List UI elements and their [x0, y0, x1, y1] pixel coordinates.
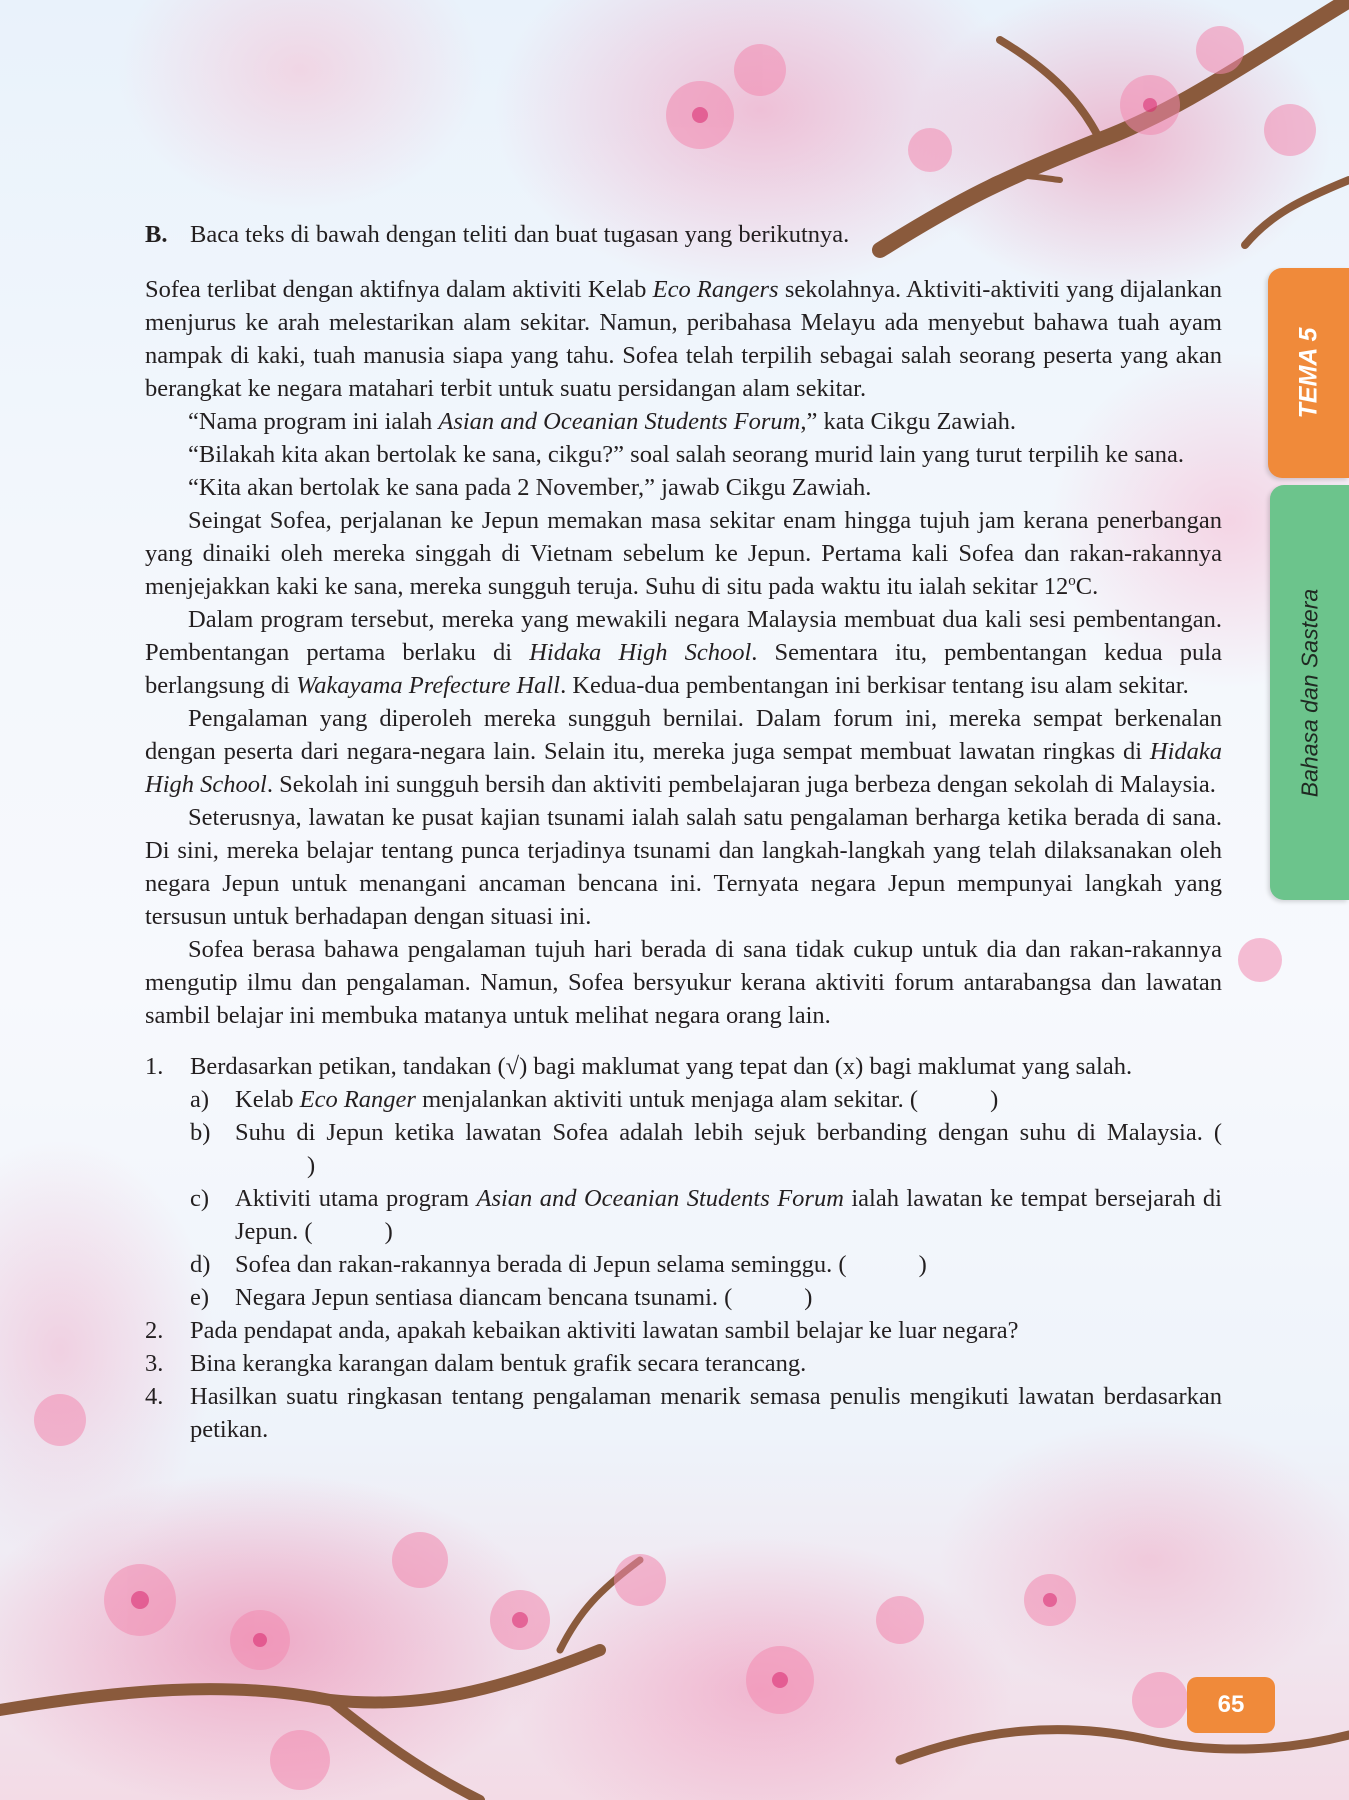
question-text: Bina kerangka karangan dalam bentuk grafik secara terancang.	[190, 1350, 807, 1377]
sub-question-letter: d)	[190, 1251, 211, 1278]
passage-paragraph	[145, 471, 1222, 504]
text-run: menjalankan aktiviti untuk menjaga alam sekitar. (	[415, 1086, 919, 1113]
text-run: C.	[1075, 573, 1099, 600]
text-run: . Kedua-dua pembentangan ini berkisar tentang isu alam sekitar.	[560, 672, 1189, 699]
text-run: . Sekolah ini sungguh bersih dan aktiviti pembelajaran juga berbeza dengan sekolah di Malaysia.	[266, 771, 1216, 798]
text-run: Sofea berasa bahawa pengalaman tujuh hari berada di sana tidak cukup untuk dia dan rakan-rakannya mengutip ilmu dan pengalaman. Namun, Sofea bersyukur kerana aktiviti forum antarabangsa dan lawatan sambil belajar ini membuka matanya untuk melihat negara orang lain.	[145, 936, 1222, 1029]
passage-paragraph	[145, 933, 1222, 1032]
italic-term: Hidaka High School	[529, 639, 752, 666]
question-text: Pada pendapat anda, apakah kebaikan aktiviti lawatan sambil belajar ke luar negara?	[190, 1317, 1019, 1344]
degree-mark: o	[1068, 573, 1076, 589]
sub-question-text	[235, 1182, 1222, 1248]
sub-question-text	[235, 1281, 1222, 1314]
text-run: Sofea terlibat dengan aktifnya dalam aktiviti Kelab	[145, 276, 653, 303]
text-run: ,” kata Cikgu Zawiah.	[800, 408, 1017, 435]
theme-tab	[1268, 268, 1349, 478]
reading-passage	[145, 273, 1222, 1032]
text-run: “Kita akan bertolak ke sana pada 2 November,” jawab Cikgu Zawiah.	[188, 474, 872, 501]
text-run: sekolahnya. Aktiviti-aktiviti yang dijalankan menjurus ke arah melestarikan alam sekitar. Namun, peribahasa Melayu ada menyebut bahawa tuah ayam nampak di kaki, tuah manusia siapa yang tahu. Sofea telah terpilih sebagai salah seorang peserta yang akan berangkat ke negara matahari terbit untuk suatu persidangan alam sekitar.	[145, 276, 1222, 402]
question-item	[145, 1314, 1222, 1347]
italic-term: Eco Rangers	[652, 276, 779, 303]
text-run: Aktiviti utama program	[235, 1185, 477, 1212]
text-run: )	[918, 1251, 927, 1278]
text-run: )	[990, 1086, 999, 1113]
sub-question-item	[190, 1248, 1222, 1281]
italic-term: Wakayama Prefecture Hall	[296, 672, 561, 699]
text-run: Suhu di Jepun ketika lawatan Sofea adalah lebih sejuk berbanding dengan suhu di Malaysia. (	[235, 1119, 1222, 1146]
question-text: Hasilkan suatu ringkasan tentang pengalaman menarik semasa penulis mengikuti lawatan berdasarkan petikan.	[190, 1383, 1222, 1443]
question-number: 2.	[145, 1317, 164, 1344]
sub-question-item	[190, 1116, 1222, 1182]
text-run: Kelab	[235, 1086, 300, 1113]
passage-paragraph	[145, 405, 1222, 438]
question-item	[145, 1050, 1222, 1083]
instruction-text: Baca teks di bawah dengan teliti dan buat tugasan yang berikutnya.	[190, 221, 850, 248]
question-list	[145, 1050, 1222, 1446]
text-run: Sofea dan rakan-rakannya berada di Jepun selama seminggu. (	[235, 1251, 847, 1278]
sub-question-letter: c)	[190, 1185, 210, 1212]
text-run: “Nama program ini ialah	[188, 408, 439, 435]
theme-tab-label: TEMA 5	[1294, 327, 1322, 419]
sub-question-item	[190, 1281, 1222, 1314]
italic-term: Eco Ranger	[299, 1086, 416, 1113]
italic-term: Hidaka High School	[145, 738, 1222, 798]
text-run: Seterusnya, lawatan ke pusat kajian tsunami ialah salah satu pengalaman berharga ketika berada di sana. Di sini, mereka belajar tentang punca terjadinya tsunami dan langkah-langkah yang telah dilaksanakan oleh negara Jepun untuk menangani ancaman bencana ini. Ternyata negara Jepun mempunyai langkah yang tersusun untuk berhadapan dengan situasi ini.	[145, 804, 1222, 930]
text-run: )	[804, 1284, 813, 1311]
sub-question-letter: e)	[190, 1284, 210, 1311]
sub-question-letter: a)	[190, 1086, 210, 1113]
section-tab	[1270, 485, 1349, 900]
text-run: Negara Jepun sentiasa diancam bencana tsunami. (	[235, 1284, 733, 1311]
sub-question-text	[235, 1083, 1222, 1116]
passage-paragraph	[145, 603, 1222, 702]
sub-question-item	[190, 1083, 1222, 1116]
text-run: )	[307, 1152, 316, 1179]
question-number: 4.	[145, 1383, 164, 1410]
text-run: Seingat Sofea, perjalanan ke Jepun memakan masa sekitar enam hingga tujuh jam kerana penerbangan yang dinaiki oleh mereka singgah di Vietnam sebelum ke Jepun. Pertama kali Sofea dan rakan-rakannya menjejakkan kaki ke sana, mereka sungguh teruja. Suhu di situ pada waktu itu ialah sekitar 12	[145, 507, 1222, 600]
passage-paragraph	[145, 504, 1222, 603]
section-label: B.	[145, 221, 168, 248]
italic-term: Asian and Oceanian Students Forum	[438, 408, 801, 435]
question-number: 3.	[145, 1350, 164, 1377]
italic-term: Asian and Oceanian Students Forum	[476, 1185, 844, 1212]
passage-paragraph	[145, 273, 1222, 405]
sub-question-text	[235, 1248, 1222, 1281]
page-number: 65	[1187, 1677, 1275, 1733]
sub-question-text	[235, 1116, 1222, 1182]
question-text: Berdasarkan petikan, tandakan (√) bagi maklumat yang tepat dan (x) bagi maklumat yang salah.	[190, 1053, 1133, 1080]
text-run: Dalam program tersebut, mereka yang mewakili negara Malaysia membuat dua kali sesi pembentangan. Pembentangan pertama berlaku di	[145, 606, 1222, 666]
passage-paragraph	[145, 438, 1222, 471]
passage-paragraph	[145, 702, 1222, 801]
text-run: . Sementara itu, pembentangan kedua pula berlangsung di	[145, 639, 1222, 699]
sub-question-letter: b)	[190, 1119, 211, 1146]
passage-paragraph	[145, 801, 1222, 933]
sub-question-item	[190, 1182, 1222, 1248]
section-instruction	[145, 218, 1222, 251]
question-item	[145, 1347, 1222, 1380]
text-run: “Bilakah kita akan bertolak ke sana, cikgu?” soal salah seorang murid lain yang turut terpilih ke sana.	[188, 441, 1184, 468]
question-item	[145, 1380, 1222, 1446]
section-tab-label: Bahasa dan Sastera	[1296, 588, 1322, 797]
text-run: )	[384, 1218, 393, 1245]
page-content	[145, 218, 1222, 1446]
text-run: Pengalaman yang diperoleh mereka sungguh bernilai. Dalam forum ini, mereka sempat berkenalan dengan peserta dari negara-negara lain. Selain itu, mereka juga sempat membuat lawatan ringkas di	[145, 705, 1222, 765]
question-number: 1.	[145, 1053, 164, 1080]
text-run: ialah lawatan ke tempat bersejarah di Jepun. (	[235, 1185, 1222, 1245]
